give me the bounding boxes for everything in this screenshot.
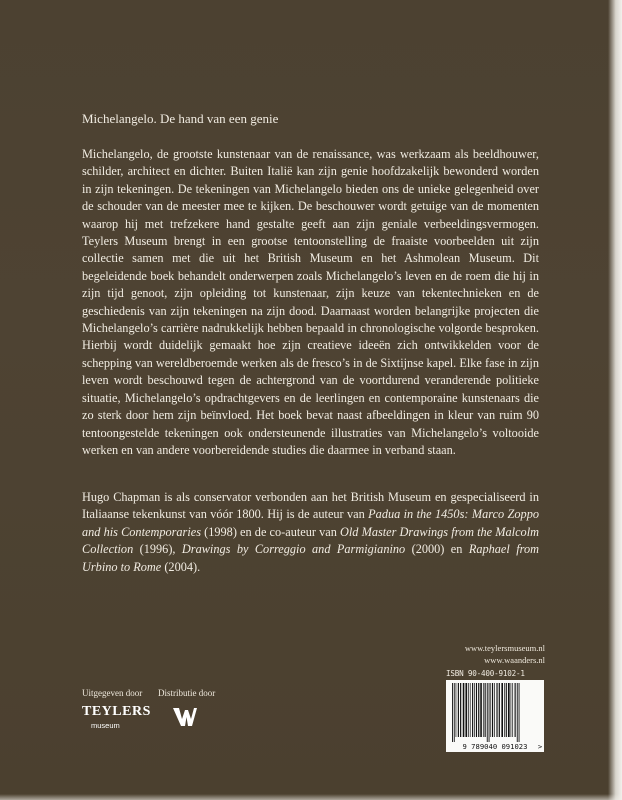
book-ref-raphael: Raphael from Urbino to Rome (82, 542, 539, 574)
barcode-bar (470, 683, 471, 737)
barcode-digits: 9 789040 091023 (462, 742, 528, 751)
author-bio-mid1: (1998) en de co-auteur van (201, 524, 340, 539)
waanders-w-logo-icon (172, 707, 198, 727)
page-edge-right (608, 0, 622, 800)
barcode-bar (483, 683, 484, 737)
barcode-bar (501, 683, 503, 737)
book-ref-malcolm: Old Master Drawings from the Malcolm Collection (82, 524, 539, 557)
barcode-bar (468, 683, 469, 737)
barcode-bar (472, 683, 473, 737)
barcode-bar (519, 683, 520, 742)
barcode-bar (506, 683, 507, 737)
teylers-logo-wordmark: TEYLERS (82, 704, 151, 719)
barcode-bar (476, 683, 477, 737)
barcode-bar (465, 683, 467, 737)
barcode-bar (463, 683, 465, 737)
page-edge-bottom (0, 794, 622, 800)
barcode-bar (511, 683, 512, 737)
barcode-bar (478, 683, 479, 737)
barcode-bar (480, 683, 482, 737)
barcode-bar (474, 683, 475, 737)
website-waanders[interactable]: www.waanders.nl (484, 655, 545, 665)
barcode-bar (490, 683, 491, 737)
barcode (446, 680, 544, 752)
author-bio-mid3: (2000) en (405, 542, 469, 557)
book-title: Michelangelo. De hand van een genie (82, 111, 279, 126)
author-bio (82, 489, 539, 576)
barcode-bar (508, 683, 510, 737)
barcode-bar (517, 683, 518, 742)
author-bio-intro: Hugo Chapman is als conservator verbonden aan het British Museum en gespecialiseerd in Italiaanse tekenkunst van vóór 1800. Hij is de auteur van (82, 490, 539, 522)
barcode-bar (499, 683, 500, 737)
barcode-bar (452, 683, 453, 742)
barcode-bar (485, 683, 486, 737)
distributor-label: Distributie door (158, 688, 216, 698)
barcode-bar (454, 683, 455, 742)
book-ref-correggio: Drawings by Correggio and Parmigianino (181, 542, 406, 557)
barcode-bar (494, 683, 495, 737)
book-description: Michelangelo, de grootste kunstenaar van de renaissance, was werkzaam als beeldhouwer, schilder, architect en dichter. Buiten Italië kan zijn genie hoofdzakelijk bewonderd worden in zijn tekeningen. De tekeningen van Michelangelo bieden ons de unieke gelegenheid over de schouder van de meester mee te kijken. De beschouwer wordt getuige van de momenten waarop hij met trefzekere hand gestalte geeft aan zijn geniale verbeeldingsvermogen. Teylers Museum brengt in een grootse tentoonstelling de fraaiste voorbeelden uit zijn collectie samen met die uit het British Museum en het Ashmolean Museum. Dit begeleidende boek behandelt onderwerpen zoals Michelangelo’s leven en de roem die hij in zijn tijd genoot, zijn opleiding tot kunstenaar, zijn keuze van tekentechnieken en de geschiedenis van zijn tekeningen na zijn dood. Daarnaast worden belangrijke projecten die Michelangelo’s carrière nadrukkelijk hebben bepaald in chronologische volgorde besproken. Hierbij wordt duidelijk gemaakt hoe zijn creatieve ideeën zich ontwikkelden voor de schepping van wereldberoemde werken als de fresco’s in de Sixtijnse kapel. Elke fase in zijn leven wordt beschouwd tegen de achtergrond van de voortdurend veranderende politieke situatie, Michelangelo’s opdrachtgevers en de leerlingen en contemporaine kunstenaars die zo sterk door hem zijn beïnvloed. Het boek bevat naast afbeeldingen in kleur van ruim 90 tentoongestelde tekeningen ook ondersteunende illustraties van Michelangelo’s voltooide werken en van andere voorbereidende studies die daarmee in verband staan. (82, 147, 539, 457)
barcode-bar (487, 683, 488, 742)
publisher-label: Uitgegeven door (82, 688, 143, 698)
teylers-logo-subline: museum (91, 721, 120, 730)
barcode-bar (460, 683, 461, 737)
barcode-bar (458, 683, 459, 737)
barcode-addon-mark: > (537, 742, 543, 751)
barcode-bar (504, 683, 505, 737)
book-ref-padua: Padua in the 1450s: Marco Zoppo and his Contemporaries (82, 507, 539, 539)
barcode-bar (456, 683, 457, 737)
website-teylers[interactable]: www.teylersmuseum.nl (464, 643, 545, 653)
barcode-graphic (446, 680, 544, 752)
barcode-bar (515, 683, 516, 737)
author-bio-mid2: (1996), (133, 542, 182, 557)
barcode-bar (496, 683, 497, 737)
barcode-bar (512, 683, 513, 737)
author-bio-end: (2004). (161, 559, 201, 574)
barcode-bar (489, 683, 490, 742)
barcode-bar (492, 683, 493, 737)
isbn-label: ISBN 90-400-9102-1 (446, 669, 525, 678)
